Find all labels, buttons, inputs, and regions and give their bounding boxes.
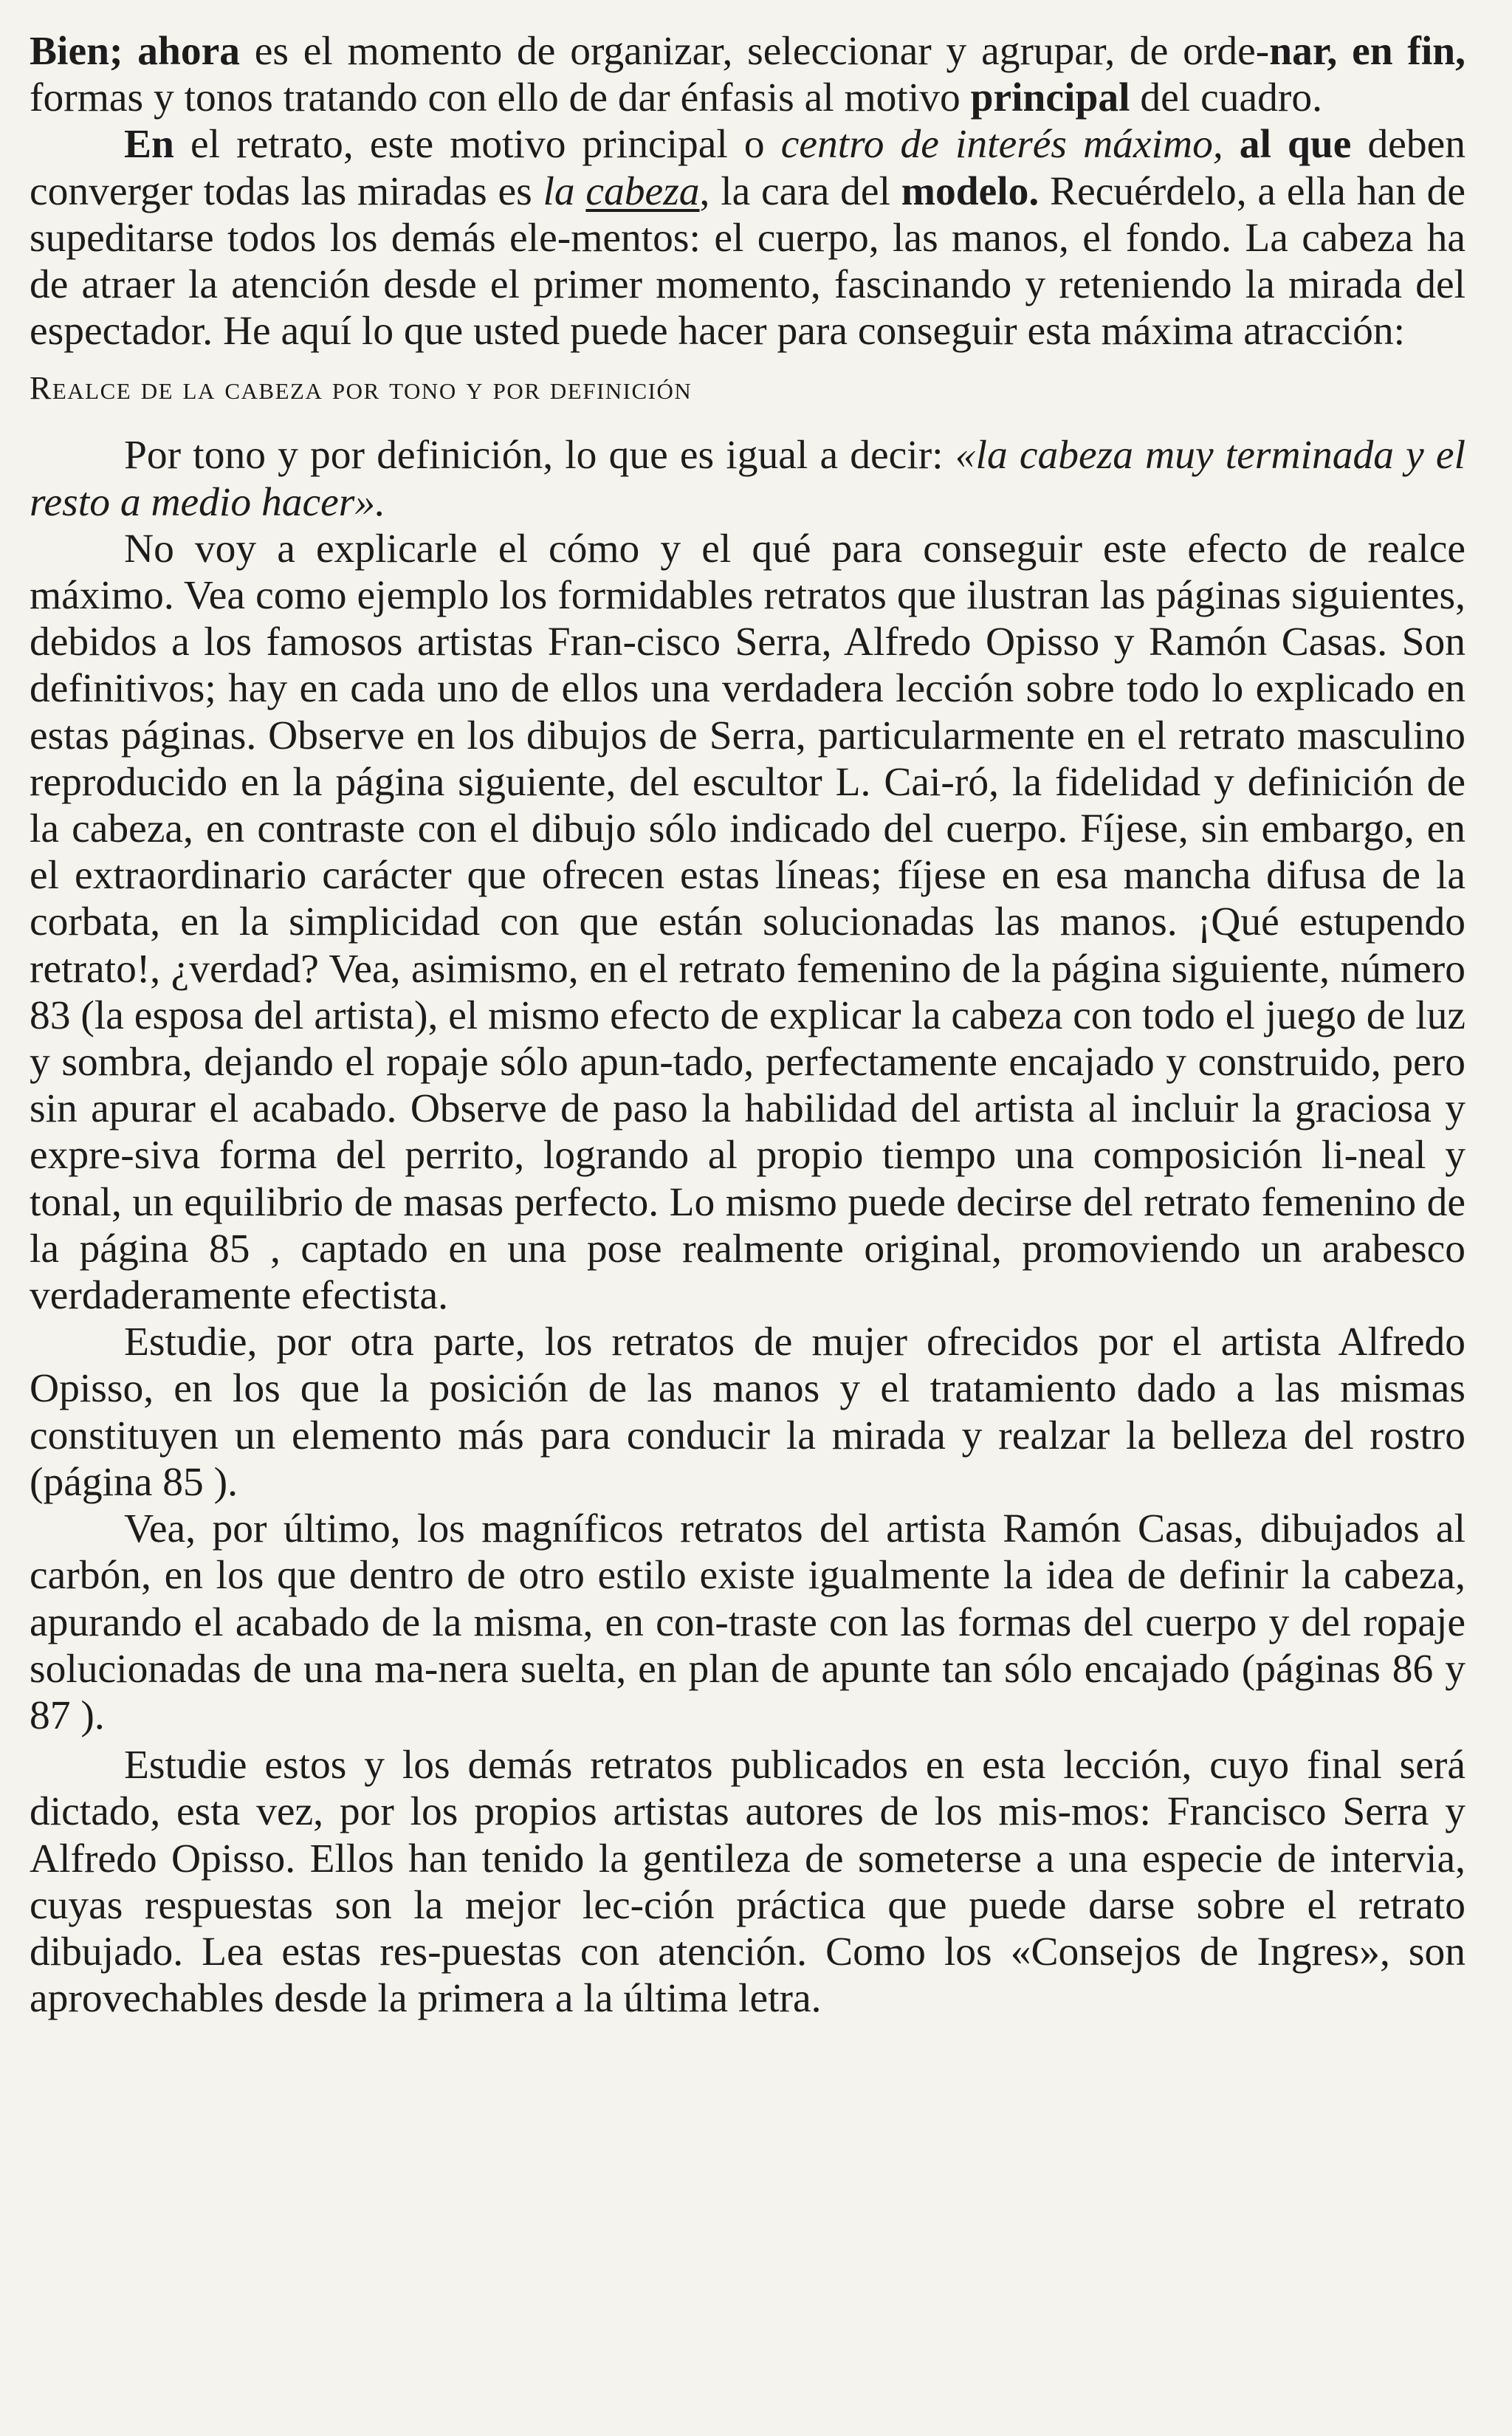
paragraph-1: [30, 28, 1465, 121]
text-run: En: [124, 122, 174, 168]
text-run: [1223, 122, 1240, 167]
text-run: del cuadro.: [1130, 75, 1322, 121]
text-run: el retrato, este motivo principal o: [173, 122, 781, 168]
section-heading: Realce de la cabeza por tono y por definición: [30, 370, 693, 407]
paragraph-5: [30, 1319, 1465, 1506]
text-run: Estudie, por otra parte, los retratos de mujer ofrecidos por el artista Alfredo Opisso, en los que la posición de las manos y el tratamiento dado a las mismas constituyen un elemento más para conducir la mirada y realzar la belleza del rostro (página 85 ).: [30, 1320, 1465, 1505]
paragraph-3: [30, 432, 1465, 525]
text-run: la: [543, 168, 586, 214]
text-run: principal: [970, 75, 1130, 121]
text-run: Por tono y por definición, lo que es igual a decir:: [124, 433, 955, 478]
paragraph-6: [30, 1506, 1465, 1739]
text-run: Vea como ejemplo los formidables retratos que ilustran las páginas siguientes, debidos a los famosos artistas Fran-cisco Serra, Alfredo Opisso y Ramón Casas. Son definitivos; hay en cada uno de ellos una verdadera lección sobre todo lo explicado en estas páginas. Observe en los dibujos de Serra, particularmente en el retrato masculino reproducido en la página siguiente, del escultor L. Cai-ró, la fidelidad y definición de la cabeza, en contraste con el dibujo sólo indicado del cuerpo. Fíjese, sin embargo, en el extraordinario carácter que ofrecen estas líneas; fíjese en esa mancha difusa de la corbata, en la simplicidad con que están solucionadas las manos. ¡Qué estupendo retrato!, ¿verdad? Vea, asimismo, en el retrato femenino de la página siguiente, número 83 (la esposa del artista), el mismo efecto de explicar la cabeza con todo el juego de luz y sombra, dejando el ropaje sólo apun-tado, perfectamente encajado y construido, pero sin apurar el acabado. Observe de paso la habilidad del artista al incluir la graciosa y expre-siva forma del perrito, logrando al propio tiempo una composición li-neal y tonal, un equilibrio de masas perfecto. Lo mismo puede decirse del retrato femenino de la página 85 , captado en una pose realmente original, promoviendo un arabesco verdaderamente efectista.: [30, 573, 1465, 1319]
text-run: Estudie estos y los demás retratos publicados en esta lección, cuyo final será dictado, esta vez, por los propios artistas autores de los mis-mos: Francisco Serra y Alfredo Opisso. Ellos han tenido la gentileza de someterse a una especie de intervia, cuyas respuestas son la mejor lec-ción práctica que puede darse sobre el retrato dibujado. Lea estas res-puestas con atención. Como los «Consejos de Ingres», son aprovechables desde la primera a la última letra.: [30, 1743, 1465, 2022]
text-run: nar, en fin,: [1269, 29, 1466, 74]
text-run: Recuérdelo, a ella han de supeditarse todos los demás ele-mentos: el cuerpo, las manos, el fondo. La cabeza ha de atraer la atención desde el primer momento, fascinando y reteniendo la mirada del espectador. He aquí lo que usted puede hacer para conseguir esta máxima atracción:: [30, 168, 1466, 354]
text-run: es el momento de organizar, seleccionar y agrupar, de orde-: [239, 29, 1270, 74]
text-run: «la cabeza muy terminada y el resto a medio hacer».: [30, 433, 1465, 525]
underlined-word: cabeza: [585, 168, 700, 214]
text-run: formas y tonos tratando con ello de dar énfasis al motivo: [30, 75, 971, 121]
paragraph-4: [30, 526, 1465, 1319]
paragraph-2: [30, 121, 1465, 354]
text-run: No voy a explicarle el cómo y el qué para conseguir este efecto de realce máximo.: [30, 526, 1465, 619]
text-run: deben converger todas las miradas es: [30, 122, 1465, 214]
text-run: centro de interés máximo,: [780, 122, 1223, 168]
text-run: modelo.: [901, 168, 1040, 214]
text-run: , la cara del: [699, 168, 901, 214]
paragraph-7: [30, 1742, 1465, 2022]
text-run: al que: [1239, 122, 1352, 168]
text-run: Bien; ahora: [30, 29, 240, 74]
text-run: Vea, por último, los magníficos retratos del artista Ramón Casas, dibujados al carbón, en los que dentro de otro estilo existe igualmente la idea de definir la cabeza, apurando el acabado de la misma, en con-traste con las formas del cuerpo y del ropaje solucionadas de una ma-nera suelta, en plan de apunte tan sólo encajado (páginas 86 y 87 ).: [30, 1506, 1465, 1738]
document-page: [30, 28, 1465, 2022]
